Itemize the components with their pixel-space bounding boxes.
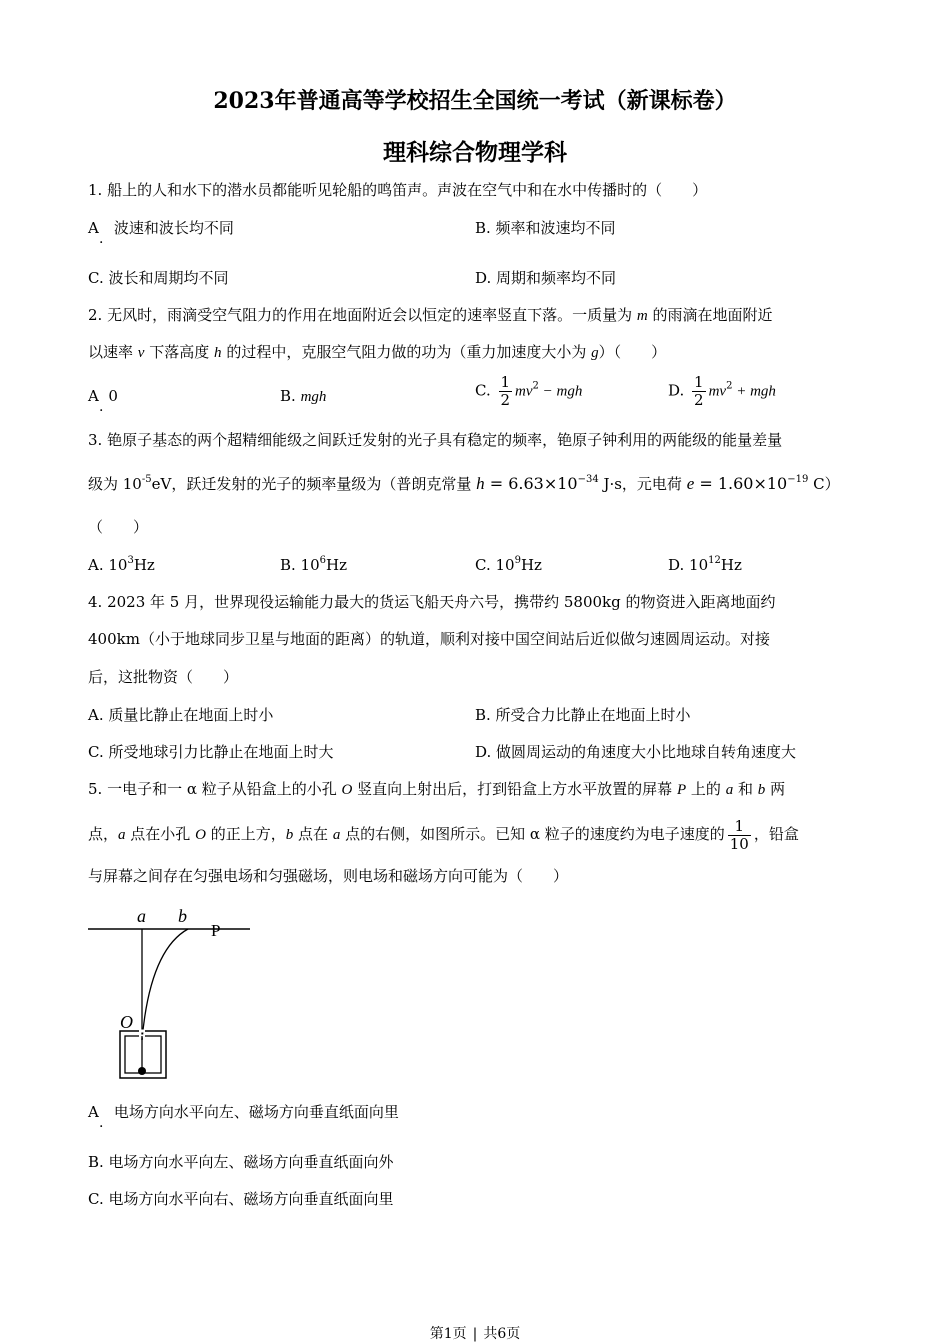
q2-stem-line2	[88, 342, 666, 363]
label-b: b	[178, 906, 187, 926]
q2-option-b	[280, 386, 326, 407]
q5-option-c: C. 电场方向水平向右、磁场方向垂直纸面向里	[88, 1190, 394, 1208]
expr-tail: − mgh	[538, 383, 583, 400]
q2-text: 的雨滴在地面附近	[652, 306, 773, 324]
q5-text: 5. 一电子和一 α 粒子从铅盒上的小孔	[88, 780, 337, 798]
option-text: D. 10	[668, 556, 709, 574]
option-text: B. 10	[280, 556, 320, 574]
option-unit: Hz	[520, 556, 542, 574]
fraction-denominator: 2	[694, 391, 704, 409]
q1-option-c: C. 波长和周期均不同	[88, 269, 229, 287]
fraction-denominator: 10	[729, 834, 749, 853]
q5-var-a: a	[725, 782, 734, 798]
q3-h-value: = 6.63×10	[484, 474, 578, 493]
fraction-numerator: 1	[728, 818, 751, 836]
q2-text: ）（ ）	[598, 343, 667, 361]
q3-option-d	[668, 555, 742, 575]
option-label: A	[88, 387, 99, 405]
q5-text: 上的	[690, 780, 721, 798]
exponent: 9	[514, 555, 521, 566]
q1-option-b: B. 频率和波速均不同	[475, 219, 616, 237]
q5-text: 点的右侧，如图所示。已知 α 粒子的速度约为电子速度的	[345, 825, 725, 843]
expr-tail: + mgh	[732, 383, 776, 400]
q4-option-c: C. 所受地球引力比静止在地面上时大	[88, 743, 334, 761]
q5-text: 竖直向上射出后，打到铅盒上方水平放置的屏幕	[357, 780, 673, 798]
exponent: 12	[708, 555, 721, 566]
q3-option-a	[88, 555, 155, 575]
q1-option-d: D. 周期和频率均不同	[475, 269, 617, 287]
fraction-denominator: 2	[500, 391, 511, 409]
q2-text: 下落高度	[149, 343, 210, 361]
option-dot-mark: ·	[99, 1119, 104, 1135]
q4-stem-line2: 400km（小于地球同步卫星与地面的距离）的轨道，顺利对接中国空间站后近似做匀速圆周运动。对接	[88, 630, 770, 648]
option-dot-mark: ·	[99, 403, 104, 419]
exponent: -5	[141, 474, 152, 485]
fraction-one-tenth	[728, 818, 751, 853]
option-text: A. 10	[88, 556, 128, 574]
q2-var-v: v	[137, 345, 145, 361]
option-label: B.	[280, 387, 296, 405]
exponent: −34	[577, 474, 599, 485]
option-label: D.	[668, 381, 685, 400]
exponent: 3	[127, 555, 134, 566]
q3-text: J·s，元电荷	[598, 475, 682, 493]
option-value: 0	[108, 387, 118, 405]
fraction-half	[692, 374, 706, 409]
q4-stem-line3: 后，这批物资（ ）	[88, 668, 239, 686]
q3-option-b	[280, 555, 347, 575]
q2-var-h: h	[214, 345, 222, 361]
q5-stem-line2	[88, 814, 799, 855]
q5-text: ，铅盒	[753, 825, 799, 843]
label-O: O	[120, 1012, 133, 1032]
q5-figure-diagram	[80, 900, 250, 1090]
q5-text: 的正上方，	[210, 825, 286, 843]
q5-var-b: b	[285, 827, 294, 843]
q3-stem-line2	[88, 474, 840, 494]
label-a: a	[137, 906, 146, 926]
page-total: 共6页	[483, 1326, 521, 1342]
q2-var-g: g	[591, 345, 599, 361]
q4-option-d: D. 做圆周运动的角速度大小比地球自转角速度大	[475, 743, 797, 761]
q3-e-value: = 1.60×10	[694, 474, 788, 493]
fraction-numerator: 1	[694, 373, 704, 391]
q2-text: 的过程中，克服空气阻力做的功为（重力加速度大小为	[226, 343, 587, 361]
q5-text: 两	[770, 780, 786, 798]
q1-stem: 1. 船上的人和水下的潜水员都能听见轮船的鸣笛声。声波在空气中和在水中传播时的（ ）	[88, 181, 708, 199]
q5-stem-line3: 与屏幕之间存在匀强电场和匀强磁场，则电场和磁场方向可能为（ ）	[88, 867, 569, 885]
q3-var-h: h	[476, 474, 485, 493]
option-value: mgh	[300, 389, 327, 405]
q5-var-O: O	[195, 827, 206, 843]
q4-stem-line1: 4. 2023 年 5 月，世界现役运输能力最大的货运飞船天舟六号，携带约 5800kg 的物资进入距离地面约	[88, 593, 776, 611]
exam-title: 2023年普通高等学校招生全国统一考试（新课标卷）	[213, 88, 737, 114]
expr-mv: mv	[515, 383, 533, 400]
q5-option-a: A 电场方向水平向左、磁场方向垂直纸面向里	[88, 1103, 399, 1121]
q3-text: eV，跃迁发射的光子的频率量级为（普朗克常量	[151, 475, 472, 493]
source-dot	[138, 1067, 146, 1075]
option-text: C. 10	[475, 556, 515, 574]
option-unit: Hz	[720, 556, 742, 574]
option-label: C.	[475, 381, 491, 400]
exam-subtitle: 理科综合物理学科	[383, 139, 567, 166]
exponent: −19	[787, 474, 809, 485]
exponent: 2	[532, 380, 539, 392]
label-P: P	[211, 921, 221, 940]
q5-option-b: B. 电场方向水平向左、磁场方向垂直纸面向外	[88, 1153, 394, 1171]
q2-stem-line1	[88, 305, 773, 326]
q3-option-c	[475, 555, 542, 575]
page-footer	[0, 1323, 950, 1343]
q5-text: 点在	[298, 825, 329, 843]
q4-option-b: B. 所受合力比静止在地面上时小	[475, 706, 691, 724]
q5-var-a: a	[118, 827, 126, 843]
q3-var-e: e	[686, 474, 695, 493]
q5-var-O: O	[341, 782, 353, 798]
footer-separator: |	[472, 1326, 478, 1342]
q2-option-c	[475, 374, 582, 409]
q5-text: 点，	[88, 825, 119, 843]
q3-text: C）	[808, 475, 840, 493]
page-number: 第1页	[429, 1326, 467, 1342]
q3-text: 级为 10	[88, 475, 142, 493]
q5-var-a: a	[332, 827, 341, 843]
q5-var-b: b	[757, 782, 766, 798]
q3-stem-line3: （ ）	[88, 518, 149, 536]
fraction-half	[499, 374, 513, 409]
q3-stem-line1: 3. 铯原子基态的两个超精细能级之间跃迁发射的光子具有稳定的频率，铯原子钟利用的两能级的能量差量	[88, 431, 783, 449]
q4-option-a: A. 质量比静止在地面上时小	[88, 706, 274, 724]
option-unit: Hz	[133, 556, 155, 574]
q2-text: 2. 无风时，雨滴受空气阻力的作用在地面附近会以恒定的速率竖直下落。一质量为	[88, 306, 633, 324]
q5-text: 和	[737, 780, 753, 798]
q2-var-m: m	[636, 308, 648, 324]
exponent: 6	[319, 555, 327, 566]
expr-mv: mv	[708, 383, 727, 400]
option-unit: Hz	[326, 556, 348, 574]
q5-text: 点在小孔	[130, 825, 191, 843]
q5-var-P: P	[676, 782, 687, 798]
option-dot-mark: ·	[99, 235, 104, 251]
q2-text: 以速率	[88, 343, 134, 361]
fraction-numerator: 1	[500, 373, 511, 391]
q1-option-a: A 波速和波长均不同	[88, 219, 234, 237]
path-to-b	[142, 929, 188, 1040]
q2-option-d	[668, 374, 776, 409]
q5-stem-line1	[88, 779, 785, 800]
exponent: 2	[726, 380, 733, 392]
